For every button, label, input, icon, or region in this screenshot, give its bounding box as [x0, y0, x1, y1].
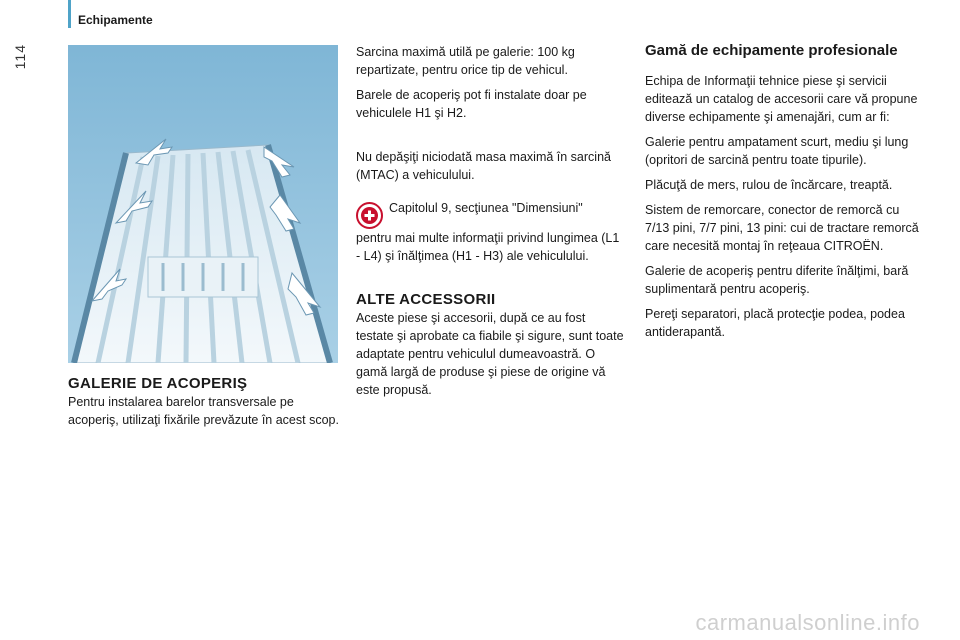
max-load-text: Sarcina maximă utilă pe galerie: 100 kg repartizate, pentru orice tip de vehicul.	[356, 45, 575, 77]
note-line-1: Capitolul 9, secţiunea "Dimensiuni"	[389, 201, 583, 215]
roof-rack-text: Pentru instalarea barelor transversale pe acoperiş, utilizaţi fixările prevăzute în acest scop.	[68, 395, 339, 427]
page-number: 114	[12, 44, 28, 70]
roof-height-text: Galerie de acoperiş pentru diferite înălţimi, bară suplimentară pentru acoperiş.	[645, 264, 909, 296]
plus-icon	[356, 202, 383, 229]
roof-rack-illustration	[68, 45, 338, 363]
right-column	[645, 43, 920, 348]
watermark: carmanualsonline.info	[695, 610, 920, 635]
info-note	[356, 199, 626, 229]
partition-text: Pereţi separatori, placă protecţie podea, podea antiderapantă.	[645, 307, 905, 339]
step-plate-text: Plăcuţă de mers, rulou de încărcare, treaptă.	[645, 178, 893, 192]
section-label: Echipamente	[78, 13, 153, 27]
max-mass-text: Nu depăşiţi niciodată masa maximă în sarcină (MTAC) a vehiculului.	[356, 150, 611, 182]
left-column	[68, 375, 343, 436]
pro-equipment-heading: Gamă de echipamente profesionale	[645, 42, 898, 59]
towing-text: Sistem de remorcare, conector de remorcă cu 7/13 pini, 7/7 pini, 13 pini: cui de tractare remorcă care necesită montaj în reţeaua CITROËN.	[645, 203, 919, 253]
other-accessories-heading: ALTE ACCESSORII	[356, 291, 496, 308]
section-accent-bar	[68, 0, 71, 28]
roof-bars-text: Barele de acoperiş pot fi instalate doar pe vehiculele H1 şi H2.	[356, 88, 587, 120]
middle-column	[356, 43, 626, 406]
rack-types-text: Galerie pentru ampatament scurt, mediu şi lung (opritori de sarcină pentru toate tipurile).	[645, 135, 909, 167]
roof-rack-heading: GALERIE DE ACOPERIŞ	[68, 375, 248, 392]
note-text: pentru mai multe informaţii privind lungimea (L1 - L4) şi înălţimea (H1 - H3) ale vehiculului.	[356, 231, 620, 263]
other-accessories-text: Aceste piese şi accesorii, după ce au fost testate şi aprobate ca fiabile şi sigure, sunt toate adaptate pentru vehiculul dumeavoastră. O gamă largă de produse şi piese de origine vă este propusă.	[356, 311, 624, 397]
catalog-text: Echipa de Informaţii tehnice piese şi servicii editează un catalog de accesorii care vă propune diverse echipamente şi amenajări, cum ar fi:	[645, 74, 918, 124]
